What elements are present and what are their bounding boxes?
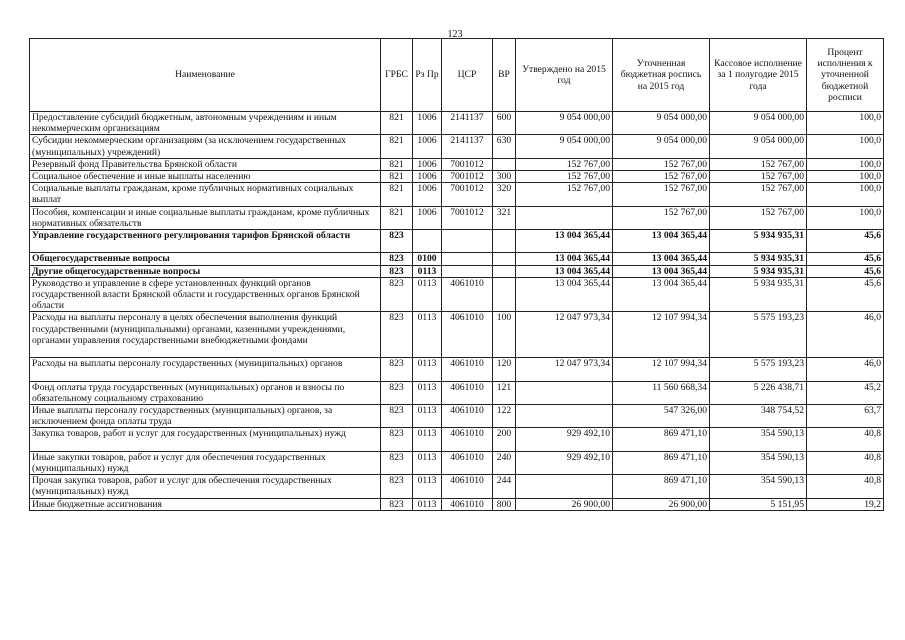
cell-name: Пособия, компенсации и иные социальные выплаты гражданам, кроме публичных нормативных обязательств — [30, 206, 381, 229]
cell-csr — [442, 265, 493, 277]
cell-vr: 320 — [493, 183, 516, 206]
cell-rzpr: 1006 — [413, 206, 442, 229]
table-row — [30, 498, 884, 510]
cell-vr: 120 — [493, 358, 516, 381]
table-row — [30, 158, 884, 170]
table-row — [30, 230, 884, 253]
header-cash: Кассовое исполнение за 1 полугодие 2015 года — [710, 39, 807, 112]
cell-percent: 45,6 — [807, 253, 884, 265]
cell-percent: 45,2 — [807, 381, 884, 404]
cell-approved: 13 004 365,44 — [516, 265, 613, 277]
table-row — [30, 253, 884, 265]
cell-refined: 9 054 000,00 — [613, 112, 710, 135]
cell-csr — [442, 230, 493, 253]
cell-name: Иные бюджетные ассигнования — [30, 498, 381, 510]
cell-refined: 13 004 365,44 — [613, 230, 710, 253]
cell-refined: 9 054 000,00 — [613, 135, 710, 158]
cell-grbs: 823 — [381, 381, 413, 404]
cell-percent: 100,0 — [807, 171, 884, 183]
cell-approved — [516, 405, 613, 428]
cell-grbs: 823 — [381, 405, 413, 428]
cell-vr — [493, 158, 516, 170]
cell-approved: 9 054 000,00 — [516, 112, 613, 135]
budget-table — [29, 38, 884, 511]
cell-name: Социальные выплаты гражданам, кроме публичных нормативных социальных выплат — [30, 183, 381, 206]
table-row — [30, 451, 884, 474]
cell-percent: 46,0 — [807, 312, 884, 358]
cell-vr: 630 — [493, 135, 516, 158]
table-row — [30, 277, 884, 312]
cell-csr: 7001012 — [442, 206, 493, 229]
cell-csr: 4061010 — [442, 428, 493, 451]
cell-vr — [493, 277, 516, 312]
cell-rzpr: 0113 — [413, 451, 442, 474]
cell-refined: 869 471,10 — [613, 475, 710, 498]
cell-refined: 12 107 994,34 — [613, 312, 710, 358]
cell-rzpr: 0113 — [413, 277, 442, 312]
cell-rzpr: 1006 — [413, 171, 442, 183]
cell-grbs: 823 — [381, 451, 413, 474]
cell-grbs: 821 — [381, 171, 413, 183]
cell-vr: 800 — [493, 498, 516, 510]
cell-refined: 869 471,10 — [613, 451, 710, 474]
cell-cash: 5 575 193,23 — [710, 312, 807, 358]
cell-cash: 5 226 438,71 — [710, 381, 807, 404]
cell-cash: 5 934 935,31 — [710, 253, 807, 265]
cell-approved: 929 492,10 — [516, 451, 613, 474]
cell-grbs: 821 — [381, 135, 413, 158]
cell-name: Социальное обеспечение и иные выплаты населению — [30, 171, 381, 183]
cell-percent: 19,2 — [807, 498, 884, 510]
cell-percent: 100,0 — [807, 158, 884, 170]
cell-approved — [516, 381, 613, 404]
cell-rzpr: 0113 — [413, 498, 442, 510]
cell-cash: 5 934 935,31 — [710, 265, 807, 277]
header-csr: ЦСР — [442, 39, 493, 112]
header-row — [30, 39, 884, 112]
cell-refined: 869 471,10 — [613, 428, 710, 451]
table-row — [30, 475, 884, 498]
cell-grbs: 823 — [381, 428, 413, 451]
cell-csr: 4061010 — [442, 277, 493, 312]
cell-cash: 152 767,00 — [710, 183, 807, 206]
table-row — [30, 112, 884, 135]
table-row — [30, 312, 884, 358]
cell-refined: 13 004 365,44 — [613, 253, 710, 265]
cell-rzpr: 0113 — [413, 358, 442, 381]
cell-vr: 122 — [493, 405, 516, 428]
cell-cash: 9 054 000,00 — [710, 135, 807, 158]
cell-rzpr: 0113 — [413, 312, 442, 358]
cell-vr: 300 — [493, 171, 516, 183]
cell-approved — [516, 475, 613, 498]
cell-refined: 26 900,00 — [613, 498, 710, 510]
cell-csr: 7001012 — [442, 171, 493, 183]
cell-vr: 600 — [493, 112, 516, 135]
cell-name: Управление государственного регулирования тарифов Брянской области — [30, 230, 381, 253]
cell-csr: 2141137 — [442, 112, 493, 135]
cell-refined: 13 004 365,44 — [613, 277, 710, 312]
cell-cash: 9 054 000,00 — [710, 112, 807, 135]
cell-name: Расходы на выплаты персоналу в целях обеспечения выполнения функций государственными (муниципальными) органами, казенными учреждениями, органами управления государственными внебюджетными фондами — [30, 312, 381, 358]
cell-approved: 929 492,10 — [516, 428, 613, 451]
cell-csr: 4061010 — [442, 451, 493, 474]
table-row — [30, 135, 884, 158]
table-body — [30, 112, 884, 511]
cell-grbs: 823 — [381, 277, 413, 312]
cell-csr: 7001012 — [442, 183, 493, 206]
cell-rzpr: 1006 — [413, 112, 442, 135]
cell-name: Иные закупки товаров, работ и услуг для обеспечения государственных (муниципальных) нужд — [30, 451, 381, 474]
cell-name: Общегосударственные вопросы — [30, 253, 381, 265]
cell-percent: 45,6 — [807, 277, 884, 312]
cell-csr: 7001012 — [442, 158, 493, 170]
cell-vr: 244 — [493, 475, 516, 498]
table-row — [30, 428, 884, 451]
cell-approved: 26 900,00 — [516, 498, 613, 510]
table-row — [30, 405, 884, 428]
header-name: Наименование — [30, 39, 381, 112]
cell-rzpr: 0113 — [413, 265, 442, 277]
cell-csr: 2141137 — [442, 135, 493, 158]
cell-name: Прочая закупка товаров, работ и услуг для обеспечения государственных (муниципальных) нужд — [30, 475, 381, 498]
cell-name: Иные выплаты персоналу государственных (муниципальных) органов, за исключением фонда оплаты труда — [30, 405, 381, 428]
cell-name: Субсидии некоммерческим организациям (за исключением государственных (муниципальных) учреждений) — [30, 135, 381, 158]
cell-grbs: 821 — [381, 206, 413, 229]
cell-approved — [516, 206, 613, 229]
cell-percent: 100,0 — [807, 135, 884, 158]
table-row — [30, 183, 884, 206]
cell-approved: 12 047 973,34 — [516, 358, 613, 381]
cell-approved: 13 004 365,44 — [516, 277, 613, 312]
cell-grbs: 823 — [381, 475, 413, 498]
cell-grbs: 823 — [381, 498, 413, 510]
table-row — [30, 381, 884, 404]
cell-csr: 4061010 — [442, 475, 493, 498]
cell-rzpr: 1006 — [413, 158, 442, 170]
cell-name: Фонд оплаты труда государственных (муниципальных) органов и взносы по обязательному социальному страхованию — [30, 381, 381, 404]
cell-vr — [493, 253, 516, 265]
cell-vr: 121 — [493, 381, 516, 404]
cell-cash: 5 934 935,31 — [710, 277, 807, 312]
cell-percent: 45,6 — [807, 265, 884, 277]
cell-vr: 321 — [493, 206, 516, 229]
cell-cash: 5 151,95 — [710, 498, 807, 510]
cell-vr: 240 — [493, 451, 516, 474]
cell-grbs: 823 — [381, 358, 413, 381]
cell-refined: 547 326,00 — [613, 405, 710, 428]
cell-approved: 152 767,00 — [516, 183, 613, 206]
cell-approved: 13 004 365,44 — [516, 253, 613, 265]
cell-name: Предоставление субсидий бюджетным, автономным учреждениям и иным некоммерческим организациям — [30, 112, 381, 135]
cell-vr — [493, 230, 516, 253]
cell-cash: 354 590,13 — [710, 451, 807, 474]
cell-rzpr: 0113 — [413, 405, 442, 428]
cell-approved: 152 767,00 — [516, 171, 613, 183]
cell-rzpr: 1006 — [413, 183, 442, 206]
cell-approved: 13 004 365,44 — [516, 230, 613, 253]
cell-refined: 152 767,00 — [613, 206, 710, 229]
header-rzpr: Рз Пр — [413, 39, 442, 112]
cell-grbs: 823 — [381, 265, 413, 277]
cell-grbs: 821 — [381, 112, 413, 135]
header-refined: Уточненная бюджетная роспись на 2015 год — [613, 39, 710, 112]
cell-rzpr: 0113 — [413, 381, 442, 404]
cell-cash: 348 754,52 — [710, 405, 807, 428]
cell-name: Руководство и управление в сфере установленных функций органов государственной власти Брянской области и государственных органов Брянской области — [30, 277, 381, 312]
cell-csr — [442, 253, 493, 265]
cell-csr: 4061010 — [442, 405, 493, 428]
cell-cash: 5 575 193,23 — [710, 358, 807, 381]
cell-percent: 46,0 — [807, 358, 884, 381]
cell-vr — [493, 265, 516, 277]
cell-percent: 45,6 — [807, 230, 884, 253]
cell-refined: 152 767,00 — [613, 183, 710, 206]
cell-grbs: 821 — [381, 183, 413, 206]
cell-rzpr: 0100 — [413, 253, 442, 265]
cell-grbs: 823 — [381, 312, 413, 358]
cell-vr: 100 — [493, 312, 516, 358]
cell-grbs: 821 — [381, 158, 413, 170]
cell-approved: 9 054 000,00 — [516, 135, 613, 158]
cell-percent: 63,7 — [807, 405, 884, 428]
cell-percent: 100,0 — [807, 112, 884, 135]
cell-vr: 200 — [493, 428, 516, 451]
header-approved: Утверждено на 2015 год — [516, 39, 613, 112]
cell-refined: 13 004 365,44 — [613, 265, 710, 277]
cell-csr: 4061010 — [442, 312, 493, 358]
cell-name: Резервный фонд Правительства Брянской области — [30, 158, 381, 170]
cell-percent: 40,8 — [807, 475, 884, 498]
cell-refined: 152 767,00 — [613, 171, 710, 183]
table-row — [30, 206, 884, 229]
table-row — [30, 358, 884, 381]
cell-approved: 152 767,00 — [516, 158, 613, 170]
cell-percent: 40,8 — [807, 451, 884, 474]
cell-cash: 5 934 935,31 — [710, 230, 807, 253]
header-grbs: ГРБС — [381, 39, 413, 112]
cell-approved: 12 047 973,34 — [516, 312, 613, 358]
cell-csr: 4061010 — [442, 498, 493, 510]
cell-grbs: 823 — [381, 253, 413, 265]
cell-name: Закупка товаров, работ и услуг для государственных (муниципальных) нужд — [30, 428, 381, 451]
header-vr: ВР — [493, 39, 516, 112]
cell-percent: 100,0 — [807, 183, 884, 206]
header-percent: Процент исполнения к уточненной бюджетной росписи — [807, 39, 884, 112]
cell-cash: 354 590,13 — [710, 428, 807, 451]
cell-rzpr — [413, 230, 442, 253]
cell-rzpr: 0113 — [413, 475, 442, 498]
table-row — [30, 171, 884, 183]
cell-refined: 12 107 994,34 — [613, 358, 710, 381]
page-number: 123 — [447, 29, 463, 40]
cell-cash: 354 590,13 — [710, 475, 807, 498]
cell-name: Расходы на выплаты персоналу государственных (муниципальных) органов — [30, 358, 381, 381]
cell-rzpr: 1006 — [413, 135, 442, 158]
cell-cash: 152 767,00 — [710, 158, 807, 170]
cell-csr: 4061010 — [442, 381, 493, 404]
cell-percent: 40,8 — [807, 428, 884, 451]
cell-refined: 152 767,00 — [613, 158, 710, 170]
cell-percent: 100,0 — [807, 206, 884, 229]
table-row — [30, 265, 884, 277]
cell-rzpr: 0113 — [413, 428, 442, 451]
cell-csr: 4061010 — [442, 358, 493, 381]
cell-cash: 152 767,00 — [710, 171, 807, 183]
cell-grbs: 823 — [381, 230, 413, 253]
cell-name: Другие общегосударственные вопросы — [30, 265, 381, 277]
cell-refined: 11 560 668,34 — [613, 381, 710, 404]
cell-cash: 152 767,00 — [710, 206, 807, 229]
